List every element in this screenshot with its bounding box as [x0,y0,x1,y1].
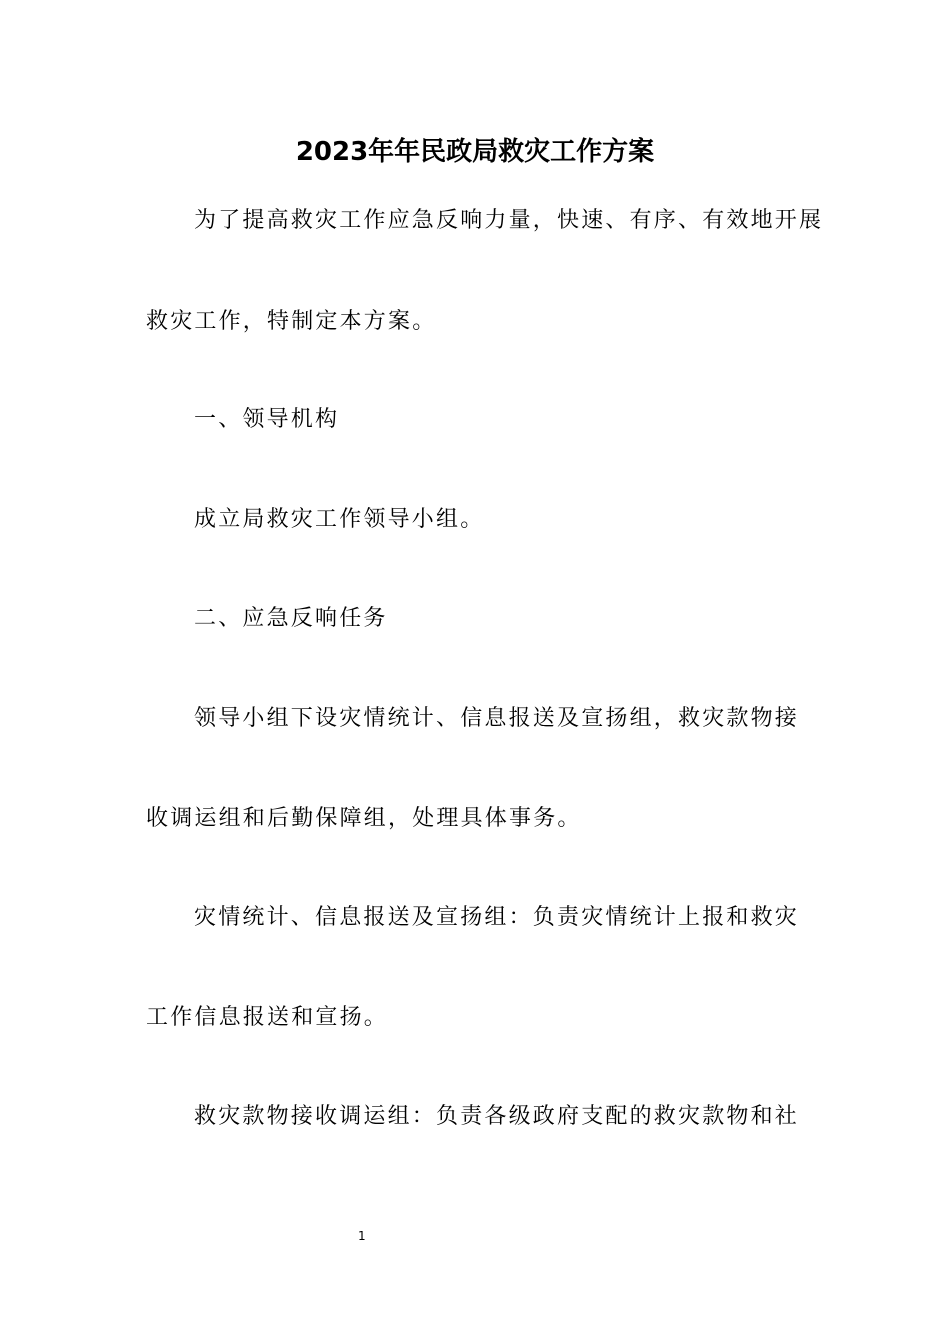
paragraph-groups-line-1: 领导小组下设灾情统计、信息报送及宣扬组，救灾款物接 [194,706,800,731]
section-heading-emergency-tasks: 二、应急反响任务 [194,606,388,631]
paragraph-supplies-group-line-1: 救灾款物接收调运组：负责各级政府支配的救灾款物和社 [194,1104,800,1129]
paragraph-statistics-group-line-2: 工作信息报送和宣扬。 [146,1005,389,1030]
page-number: 1 [358,1229,366,1243]
paragraph-intro-line-1: 为了提高救灾工作应急反响力量，快速、有序、有效地开展 [194,208,824,233]
document-title: 2023年年民政局救灾工作方案 [295,137,655,167]
paragraph-leadership: 成立局救灾工作领导小组。 [194,507,485,532]
paragraph-statistics-group-line-1: 灾情统计、信息报送及宣扬组：负责灾情统计上报和救灾 [194,905,800,930]
paragraph-groups-line-2: 收调运组和后勤保障组，处理具体事务。 [146,806,582,831]
section-heading-leadership: 一、领导机构 [194,407,340,432]
paragraph-intro-line-2: 救灾工作，特制定本方案。 [146,309,437,334]
